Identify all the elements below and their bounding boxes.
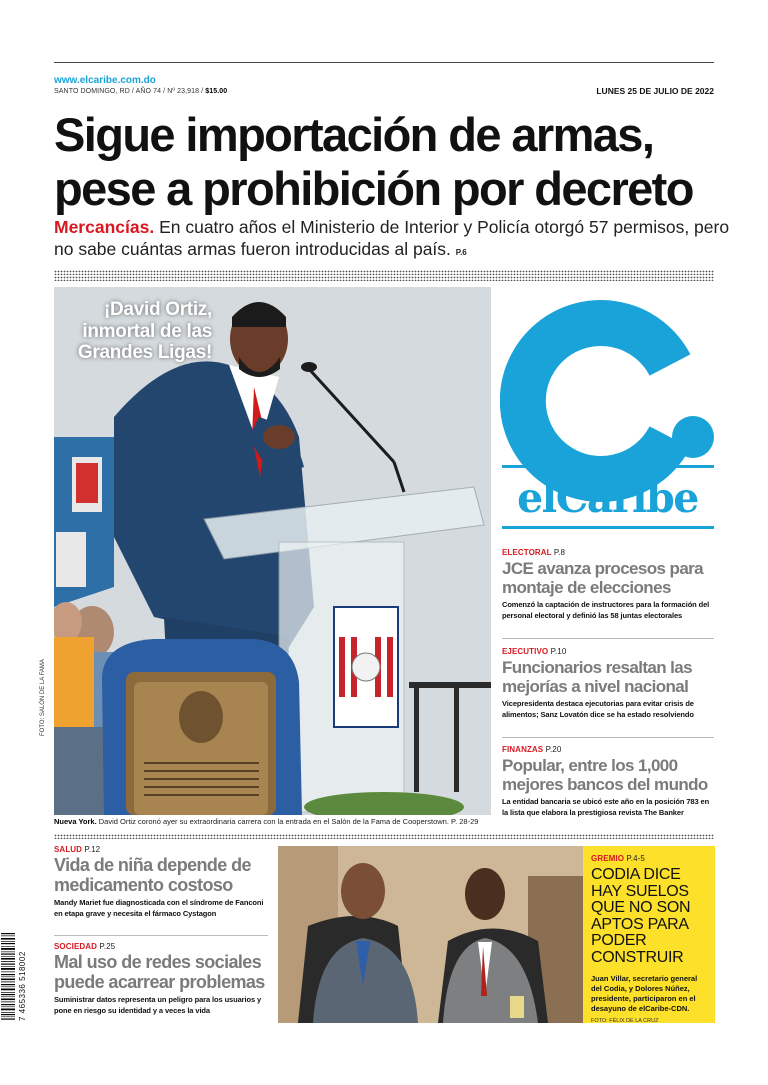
lead-headline-line1: Sigue importación de armas, xyxy=(54,108,654,161)
gremio-title: CODIA DICE HAY SUELOS QUE NO SON APTOS PARA PODER CONSTRUIR xyxy=(591,866,691,966)
story-title: Vida de niña depende de medicamento costoso xyxy=(54,855,251,895)
deck-text: En cuatro años el Ministerio de Interior y Policía otorgó 57 permisos, pero no sabe cuántas armas fueron introducidas al país. xyxy=(54,217,730,259)
story-section xyxy=(502,647,714,656)
dotted-divider xyxy=(54,834,714,839)
section-label: SALUD xyxy=(54,845,83,854)
story-title: JCE avanza procesos para montaje de elecciones xyxy=(502,559,704,597)
logo-underline xyxy=(502,526,714,529)
story-summary: Vicepresidenta destaca ejecutorias para evitar crisis de alimentos; Sanz Lovatón dice se ha estado resolviendo xyxy=(502,699,694,719)
page-ref: P.10 xyxy=(550,647,567,656)
gremio-box[interactable] xyxy=(583,846,715,1023)
story-section xyxy=(54,942,268,951)
story-summary: Suministrar datos representa un peligro para los usuarios y pone en riesgo su identidad y a veces la vida xyxy=(54,995,262,1015)
section-label: FINANZAS xyxy=(502,745,544,754)
story-electoral[interactable] xyxy=(502,548,714,621)
story-salud[interactable] xyxy=(54,845,268,919)
lead-deck xyxy=(54,216,734,264)
story-ejecutivo[interactable] xyxy=(502,647,714,720)
logo-wordmark: elCaribe xyxy=(517,474,698,522)
gremio-photo-credit: FOTO: FÉLIX DE LA CRUZ xyxy=(591,1018,659,1024)
story-section xyxy=(591,854,706,863)
price: $15.00 xyxy=(205,88,228,95)
section-label: GREMIO xyxy=(591,854,625,863)
dotted-divider xyxy=(54,270,714,275)
lead-headline[interactable] xyxy=(54,108,734,216)
story-summary: Mandy Mariet fue diagnosticada con el síndrome de Fanconi en etapa grave y necesita el fármaco Cystagon xyxy=(54,898,264,918)
story-finanzas[interactable] xyxy=(502,745,714,818)
page-ref: P.20 xyxy=(545,745,562,754)
story-divider xyxy=(502,638,714,639)
photo-caption xyxy=(54,817,491,827)
section-label: SOCIEDAD xyxy=(54,942,98,951)
photo-overlay-title: ¡David Ortiz, inmortal de las Grandes Ligas! xyxy=(77,299,212,363)
story-title: Funcionarios resaltan las mejorías a nivel nacional xyxy=(502,658,693,696)
story-section xyxy=(54,845,268,854)
caption-place: Nueva York. xyxy=(54,817,97,826)
top-rule xyxy=(54,62,714,63)
story-divider xyxy=(54,935,268,936)
deck-page-ref: P.6 xyxy=(455,248,467,257)
feature-photo-illustration xyxy=(54,287,491,815)
story-divider xyxy=(502,737,714,738)
deck-kicker: Mercancías. xyxy=(54,217,155,237)
caption-text: David Ortiz coronó ayer su extraordinaria carrera con la entrada en el Salón de la Fama de Cooperstown. xyxy=(96,817,449,826)
page-ref: P.25 xyxy=(99,942,116,951)
gremio-photo-illustration xyxy=(278,846,583,1023)
edition-info xyxy=(54,88,227,95)
gremio-summary: Juan Villar, secretario general del Codia, y Dolores Núñez, presidente, participaron en el desayuno de elCaribe-CDN. xyxy=(591,974,698,1013)
story-title: Mal uso de redes sociales puede acarrear problemas xyxy=(54,952,265,992)
page-ref: P.12 xyxy=(84,845,101,854)
dotted-divider xyxy=(54,276,714,281)
lead-headline-line2: pese a prohibición por decreto xyxy=(54,162,693,215)
page-ref: P.4-5 xyxy=(626,854,645,863)
story-summary: Comenzó la captación de instructores para la formación del personal electoral y definió las 58 juntas electorales xyxy=(502,600,710,620)
story-title: Popular, entre los 1,000 mejores bancos del mundo xyxy=(502,756,708,794)
page-ref: P.8 xyxy=(553,548,566,557)
story-section xyxy=(502,745,714,754)
issue-date: LUNES 25 DE JULIO DE 2022 xyxy=(596,86,714,96)
photo-credit: FOTO: SALÓN DE LA FAMA xyxy=(40,659,46,736)
story-sociedad[interactable] xyxy=(54,942,268,1016)
site-url[interactable]: www.elcaribe.com.do xyxy=(54,75,156,86)
section-label: ELECTORAL xyxy=(502,548,552,557)
barcode-number: 7 465336 518002 xyxy=(18,951,27,1021)
feature-photo[interactable] xyxy=(54,287,491,815)
gremio-photo[interactable] xyxy=(278,846,583,1023)
story-section xyxy=(502,548,714,557)
caption-page-ref: P. 28-29 xyxy=(451,817,479,826)
barcode-icon xyxy=(1,932,15,1020)
edition-text: SANTO DOMINGO, RD / AÑO 74 / Nº 23,918 / xyxy=(54,88,204,95)
story-summary: La entidad bancaria se ubicó este año en la posición 783 en la lista que elabora la prestigiosa revista The Banker xyxy=(502,797,710,817)
section-label: EJECUTIVO xyxy=(502,647,549,656)
